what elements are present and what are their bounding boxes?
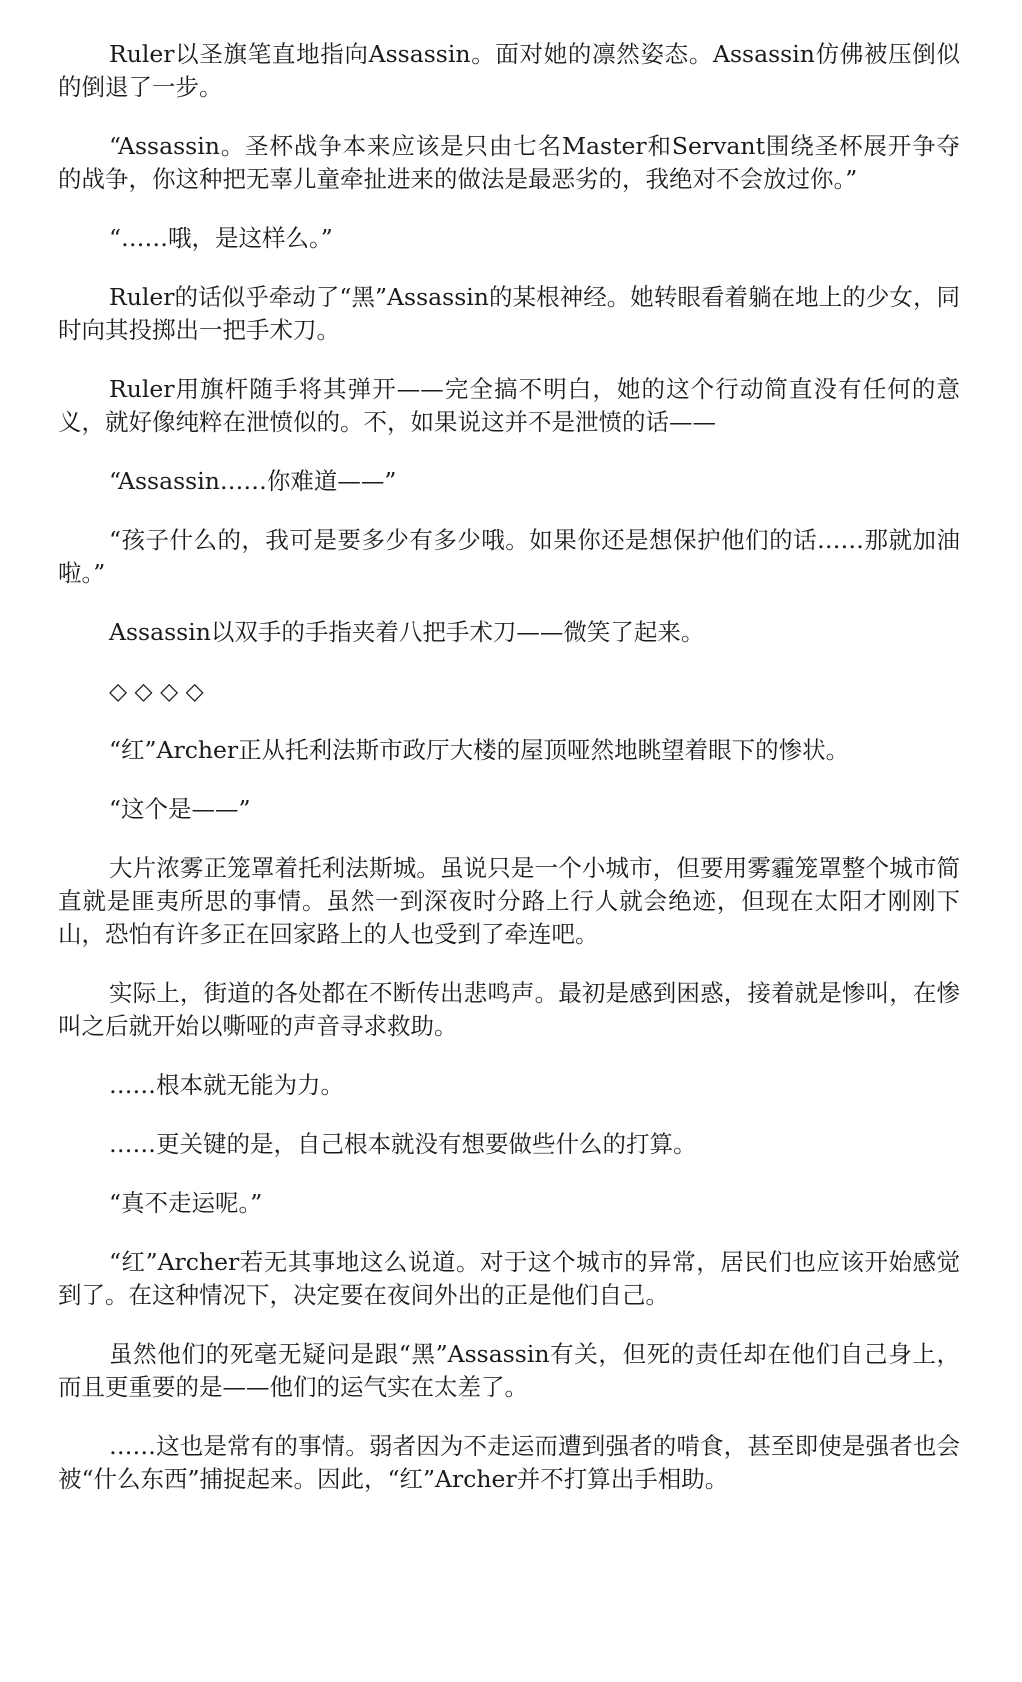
- paragraph-6: “Assassin……你难道——”: [109, 467, 397, 495]
- paragraph-7: “孩子什么的，我可是要多少有多少哦。如果你还是想保护他们的话……那就加油啦。”: [58, 526, 960, 587]
- paragraph-16: “真不走运呢。”: [109, 1189, 263, 1217]
- paragraph-19: ……这也是常有的事情。弱者因为不走运而遭到强者的啃食，甚至即使是强者也会被“什么东西”捕捉起来。因此，“红”Archer并不打算出手相助。: [58, 1432, 960, 1493]
- paragraph-10: “红”Archer正从托利法斯市政厅大楼的屋顶哑然地眺望着眼下的惨状。: [109, 736, 850, 764]
- paragraph-2: “Assassin。圣杯战争本来应该是只由七名Master和Servant围绕圣杯展开争夺的战争，你这种把无辜儿童牵扯进来的做法是最恶劣的，我绝对不会放过你。”: [58, 132, 960, 193]
- scene-break: ◇ ◇ ◇ ◇: [109, 677, 204, 705]
- paragraph-4: Ruler的话似乎牵动了“黑”Assassin的某根神经。她转眼看着躺在地上的少女，同时向其投掷出一把手术刀。: [58, 283, 960, 344]
- paragraph-15: ……更关键的是，自己根本就没有想要做些什么的打算。: [109, 1130, 697, 1158]
- paragraph-12: 大片浓雾正笼罩着托利法斯城。虽说只是一个小城市，但要用雾霾笼罩整个城市简直就是匪夷所思的事情。虽然一到深夜时分路上行人就会绝迹，但现在太阳才刚刚下山，恐怕有许多正在回家路上的人也受到了牵连吧。: [58, 854, 960, 948]
- document-page: [58, 38, 960, 1522]
- paragraph-17: “红”Archer若无其事地这么说道。对于这个城市的异常，居民们也应该开始感觉到了。在这种情况下，决定要在夜间外出的正是他们自己。: [58, 1248, 960, 1309]
- paragraph-3: “……哦，是这样么。”: [109, 224, 333, 252]
- paragraph-13: 实际上，街道的各处都在不断传出悲鸣声。最初是感到困惑，接着就是惨叫，在惨叫之后就开始以嘶哑的声音寻求救助。: [58, 979, 960, 1040]
- paragraph-11: “这个是——”: [109, 795, 251, 823]
- paragraph-14: ……根本就无能为力。: [109, 1071, 344, 1099]
- paragraph-8: Assassin以双手的手指夹着八把手术刀——微笑了起来。: [109, 618, 705, 646]
- paragraph-18: 虽然他们的死毫无疑问是跟“黑”Assassin有关，但死的责任却在他们自己身上，而且更重要的是——他们的运气实在太差了。: [58, 1340, 960, 1401]
- paragraph-1: Ruler以圣旗笔直地指向Assassin。面对她的凛然姿态。Assassin仿佛被压倒似的倒退了一步。: [58, 40, 960, 101]
- paragraph-5: Ruler用旗杆随手将其弹开——完全搞不明白，她的这个行动简直没有任何的意义，就好像纯粹在泄愤似的。不，如果说这并不是泄愤的话——: [58, 375, 960, 436]
